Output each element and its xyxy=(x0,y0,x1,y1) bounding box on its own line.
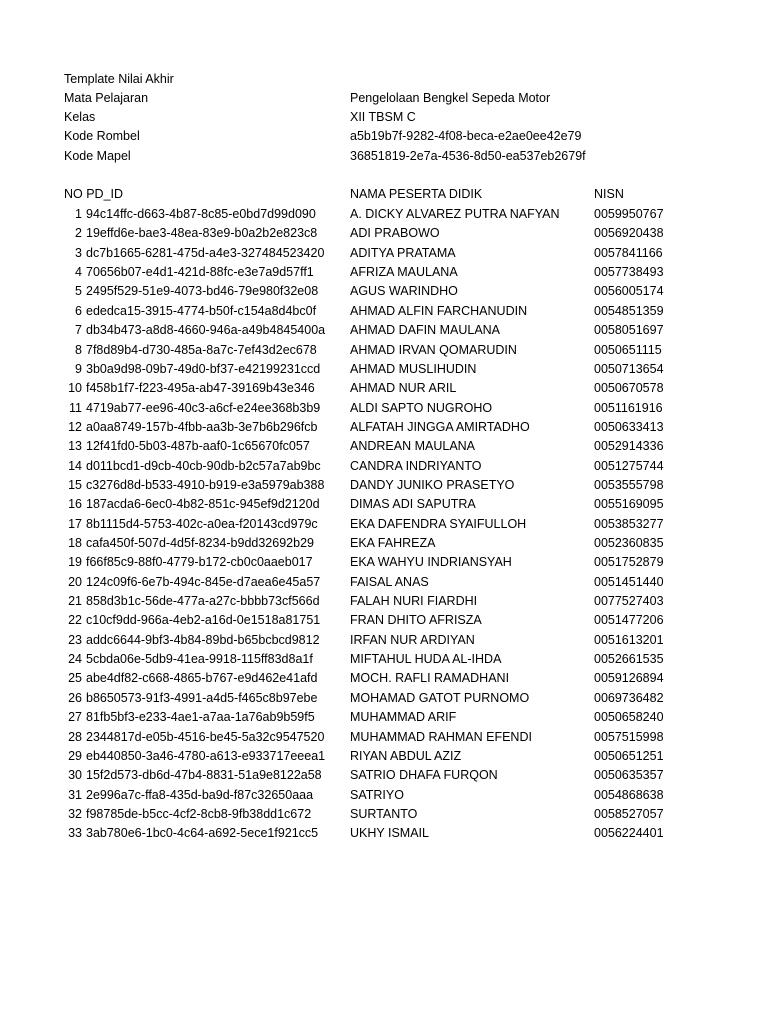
row-nisn: 0057738493 xyxy=(594,265,664,280)
row-student-name: UKHY ISMAIL xyxy=(350,826,429,841)
row-student-name: FAISAL ANAS xyxy=(350,574,429,589)
row-nisn: 0050713654 xyxy=(594,361,664,376)
table-row xyxy=(0,341,768,360)
table-row xyxy=(0,534,768,553)
table-row xyxy=(0,437,768,456)
row-student-name: MIFTAHUL HUDA AL-IHDA xyxy=(350,652,502,666)
row-student-name: MUHAMMAD ARIF xyxy=(350,710,457,725)
table-row xyxy=(0,766,768,785)
row-number: 15 xyxy=(68,477,82,492)
table-row xyxy=(0,244,768,263)
table-row xyxy=(0,224,768,243)
row-number: 12 xyxy=(68,419,82,434)
row-pd-id: 12f41fd0-5b03-487b-aaf0-1c65670fc057 xyxy=(86,439,310,454)
row-pd-id: 7f8d89b4-d730-485a-8a7c-7ef43d2ec678 xyxy=(86,342,317,357)
row-student-name: MUHAMMAD RAHMAN EFENDI xyxy=(350,729,532,744)
row-nisn: 0050670578 xyxy=(594,381,664,396)
row-student-name: EKA DAFENDRA SYAIFULLOH xyxy=(350,516,527,531)
row-student-name: ADI PRABOWO xyxy=(350,226,440,241)
row-number: 5 xyxy=(75,284,82,299)
row-nisn: 0058051697 xyxy=(594,323,664,338)
row-number: 33 xyxy=(68,826,82,841)
row-number: 2 xyxy=(75,226,82,241)
row-pd-id: f98785de-b5cc-4cf2-8cb8-9fb38dd1c672 xyxy=(86,806,312,821)
row-number: 28 xyxy=(68,729,82,744)
row-nisn: 0056005174 xyxy=(594,284,664,299)
row-pd-id: eb440850-3a46-4780-a613-e933717eeea1 xyxy=(86,748,326,763)
row-pd-id: db34b473-a8d8-4660-946a-a49b4845400a xyxy=(86,323,326,338)
row-pd-id: f66f85c9-88f0-4779-b172-cb0c0aaeb017 xyxy=(86,555,313,570)
row-number: 22 xyxy=(68,613,82,628)
row-nisn: 0057515998 xyxy=(594,729,664,744)
row-number: 14 xyxy=(68,458,82,473)
row-student-name: EKA WAHYU INDRIANSYAH xyxy=(350,555,512,570)
row-nisn: 0053555798 xyxy=(594,477,664,492)
row-student-name: A. DICKY ALVAREZ PUTRA NAFYAN xyxy=(350,207,560,221)
row-student-name: ANDREAN MAULANA xyxy=(350,439,476,454)
row-student-name: AHMAD DAFIN MAULANA xyxy=(350,323,501,338)
table-row xyxy=(0,379,768,398)
row-pd-id: abe4df82-c668-4865-b767-e9d462e41afd xyxy=(86,671,318,686)
row-student-name: AHMAD MUSLIHUDIN xyxy=(350,361,477,376)
meta-label: Kode Rombel xyxy=(64,129,140,143)
table-row xyxy=(0,282,768,301)
table-row xyxy=(0,650,768,669)
row-pd-id: 2e996a7c-ffa8-435d-ba9d-f87c32650aaa xyxy=(86,787,314,802)
row-number: 13 xyxy=(68,439,82,454)
row-pd-id: 124c09f6-6e7b-494c-845e-d7aea6e45a57 xyxy=(86,574,321,589)
row-nisn: 0051613201 xyxy=(594,632,664,647)
row-number: 27 xyxy=(68,710,82,725)
row-number: 29 xyxy=(68,748,82,763)
row-number: 7 xyxy=(75,323,82,338)
row-nisn: 0050633413 xyxy=(594,419,664,434)
row-nisn: 0054851359 xyxy=(594,303,664,318)
row-nisn: 0052661535 xyxy=(594,652,664,666)
row-number: 3 xyxy=(75,245,82,260)
table-row xyxy=(0,728,768,747)
table-row xyxy=(0,495,768,514)
meta-label: Kelas xyxy=(64,110,96,124)
row-number: 16 xyxy=(68,497,82,512)
table-row xyxy=(0,263,768,282)
row-student-name: AHMAD ALFIN FARCHANUDIN xyxy=(350,303,528,318)
row-nisn: 0051161916 xyxy=(594,400,663,415)
row-nisn: 0051477206 xyxy=(594,613,664,628)
row-number: 8 xyxy=(75,342,82,357)
row-student-name: AGUS WARINDHO xyxy=(350,284,458,299)
title-row xyxy=(0,70,768,89)
row-student-name: ADITYA PRATAMA xyxy=(350,245,456,260)
row-student-name: RIYAN ABDUL AZIZ xyxy=(350,748,462,763)
meta-label: Kode Mapel xyxy=(64,149,131,163)
table-row xyxy=(0,631,768,650)
row-pd-id: c3276d8d-b533-4910-b919-e3a5979ab388 xyxy=(86,477,325,492)
row-pd-id: 94c14ffc-d663-4b87-8c85-e0bd7d99d090 xyxy=(86,207,316,221)
row-student-name: CANDRA INDRIYANTO xyxy=(350,458,482,473)
row-student-name: AHMAD NUR ARIL xyxy=(350,381,457,396)
row-nisn: 0050658240 xyxy=(594,710,664,725)
row-pd-id: dc7b1665-6281-475d-a4e3-327484523420 xyxy=(86,245,325,260)
row-pd-id: 70656b07-e4d1-421d-88fc-e3e7a9d57ff1 xyxy=(86,265,314,280)
table-row xyxy=(0,786,768,805)
row-student-name: IRFAN NUR ARDIYAN xyxy=(350,632,475,647)
meta-row-subject xyxy=(0,89,768,108)
table-row xyxy=(0,573,768,592)
row-number: 31 xyxy=(68,787,82,802)
row-pd-id: b8650573-91f3-4991-a4d5-f465c8b97ebe xyxy=(86,690,318,705)
table-row xyxy=(0,689,768,708)
table-row xyxy=(0,457,768,476)
row-pd-id: 187acda6-6ec0-4b82-851c-945ef9d2120d xyxy=(86,497,320,512)
row-number: 19 xyxy=(68,555,82,570)
row-pd-id: 858d3b1c-56de-477a-a27c-bbbb73cf566d xyxy=(86,594,320,608)
row-nisn: 0051451440 xyxy=(594,574,664,589)
row-number: 1 xyxy=(75,207,82,221)
row-number: 26 xyxy=(68,690,82,705)
header-nisn: NISN xyxy=(594,187,624,201)
row-number: 6 xyxy=(75,303,82,318)
row-number: 10 xyxy=(68,381,82,396)
table-row xyxy=(0,205,768,224)
row-pd-id: c10cf9dd-966a-4eb2-a16d-0e1518a81751 xyxy=(86,613,321,628)
row-nisn: 0059950767 xyxy=(594,207,664,221)
table-header-row xyxy=(0,185,768,204)
row-pd-id: 5cbda06e-5db9-41ea-9918-115ff83d8a1f xyxy=(86,652,313,666)
row-student-name: DIMAS ADI SAPUTRA xyxy=(350,497,476,512)
row-pd-id: 15f2d573-db6d-47b4-8831-51a9e8122a58 xyxy=(86,768,322,783)
table-row xyxy=(0,418,768,437)
row-student-name: SURTANTO xyxy=(350,806,418,821)
row-number: 23 xyxy=(68,632,82,647)
row-pd-id: 81fb5bf3-e233-4ae1-a7aa-1a76ab9b59f5 xyxy=(86,710,315,725)
row-student-name: SATRIYO xyxy=(350,787,404,802)
row-pd-id: addc6644-9bf3-4b84-89bd-b65bcbcd9812 xyxy=(86,632,320,647)
document-title: Template Nilai Akhir xyxy=(64,72,174,86)
meta-value: 36851819-2e7a-4536-8d50-ea537eb2679f xyxy=(350,149,586,163)
table-row xyxy=(0,476,768,495)
table-row xyxy=(0,321,768,340)
row-pd-id: d011bcd1-d9cb-40cb-90db-b2c57a7ab9bc xyxy=(86,458,321,473)
row-pd-id: cafa450f-507d-4d5f-8234-b9dd32692b29 xyxy=(86,536,314,550)
row-nisn: 0055169095 xyxy=(594,497,664,512)
row-student-name: ALFATAH JINGGA AMIRTADHO xyxy=(350,419,530,434)
table-row xyxy=(0,592,768,611)
row-nisn: 0053853277 xyxy=(594,516,664,531)
row-student-name: MOCH. RAFLI RAMADHANI xyxy=(350,671,510,686)
table-row xyxy=(0,669,768,688)
row-nisn: 0057841166 xyxy=(594,245,663,260)
header-no-pd-id: NO PD_ID xyxy=(64,187,124,201)
row-nisn: 0051752879 xyxy=(594,555,664,570)
row-pd-id: 3b0a9d98-09b7-49d0-bf37-e42199231ccd xyxy=(86,361,321,376)
row-student-name: FRAN DHITO AFRISZA xyxy=(350,613,482,628)
row-number: 21 xyxy=(68,594,82,608)
row-number: 30 xyxy=(68,768,82,783)
row-nisn: 0054868638 xyxy=(594,787,664,802)
row-student-name: SATRIO DHAFA FURQON xyxy=(350,768,498,783)
row-number: 24 xyxy=(68,652,82,666)
row-student-name: AHMAD IRVAN QOMARUDIN xyxy=(350,342,517,357)
table-row xyxy=(0,824,768,843)
table-row xyxy=(0,302,768,321)
meta-value: a5b19b7f-9282-4f08-beca-e2ae0ee42e79 xyxy=(350,129,582,143)
row-student-name: MOHAMAD GATOT PURNOMO xyxy=(350,690,530,705)
row-number: 11 xyxy=(69,400,82,415)
table-row xyxy=(0,805,768,824)
row-nisn: 0077527403 xyxy=(594,594,664,608)
row-student-name: FALAH NURI FIARDHI xyxy=(350,594,478,608)
row-nisn: 0056920438 xyxy=(594,226,664,241)
row-number: 9 xyxy=(75,361,82,376)
row-student-name: AFRIZA MAULANA xyxy=(350,265,458,280)
meta-row-class xyxy=(0,108,768,127)
row-nisn: 0050651115 xyxy=(594,342,662,357)
row-nisn: 0050635357 xyxy=(594,768,664,783)
row-nisn: 0059126894 xyxy=(594,671,664,686)
row-nisn: 0069736482 xyxy=(594,690,664,705)
row-pd-id: ededca15-3915-4774-b50f-c154a8d4bc0f xyxy=(86,303,317,318)
table-row xyxy=(0,553,768,572)
row-pd-id: 4719ab77-ee96-40c3-a6cf-e24ee368b3b9 xyxy=(86,400,321,415)
row-pd-id: a0aa8749-157b-4fbb-aa3b-3e7b6b296fcb xyxy=(86,419,318,434)
row-number: 20 xyxy=(68,574,82,589)
header-name: NAMA PESERTA DIDIK xyxy=(350,187,483,201)
row-nisn: 0052914336 xyxy=(594,439,664,454)
row-pd-id: 19effd6e-bae3-48ea-83e9-b0a2b2e823c8 xyxy=(86,226,318,241)
meta-row-rombel xyxy=(0,127,768,146)
row-pd-id: 2344817d-e05b-4516-be45-5a32c9547520 xyxy=(86,729,325,744)
table-row xyxy=(0,399,768,418)
table-row xyxy=(0,515,768,534)
row-pd-id: 8b1115d4-5753-402c-a0ea-f20143cd979c xyxy=(86,516,318,531)
row-pd-id: f458b1f7-f223-495a-ab47-39169b43e346 xyxy=(86,381,315,396)
row-nisn: 0058527057 xyxy=(594,806,664,821)
table-row xyxy=(0,708,768,727)
meta-value: XII TBSM C xyxy=(350,110,416,124)
row-nisn: 0052360835 xyxy=(594,536,664,550)
row-number: 32 xyxy=(68,806,82,821)
row-student-name: DANDY JUNIKO PRASETYO xyxy=(350,477,515,492)
meta-row-mapel xyxy=(0,147,768,166)
row-pd-id: 3ab780e6-1bc0-4c64-a692-5ece1f921cc5 xyxy=(86,826,319,841)
table-row xyxy=(0,360,768,379)
table-row xyxy=(0,747,768,766)
row-number: 18 xyxy=(68,536,82,550)
row-student-name: EKA FAHREZA xyxy=(350,536,436,550)
row-nisn: 0056224401 xyxy=(594,826,664,841)
row-nisn: 0050651251 xyxy=(594,748,664,763)
row-number: 4 xyxy=(75,265,82,280)
row-nisn: 0051275744 xyxy=(594,458,664,473)
table-row xyxy=(0,611,768,630)
row-number: 25 xyxy=(68,671,82,686)
row-number: 17 xyxy=(68,516,82,531)
row-student-name: ALDI SAPTO NUGROHO xyxy=(350,400,493,415)
meta-label: Mata Pelajaran xyxy=(64,91,149,105)
row-pd-id: 2495f529-51e9-4073-bd46-79e980f32e08 xyxy=(86,284,319,299)
meta-value: Pengelolaan Bengkel Sepeda Motor xyxy=(350,91,551,105)
